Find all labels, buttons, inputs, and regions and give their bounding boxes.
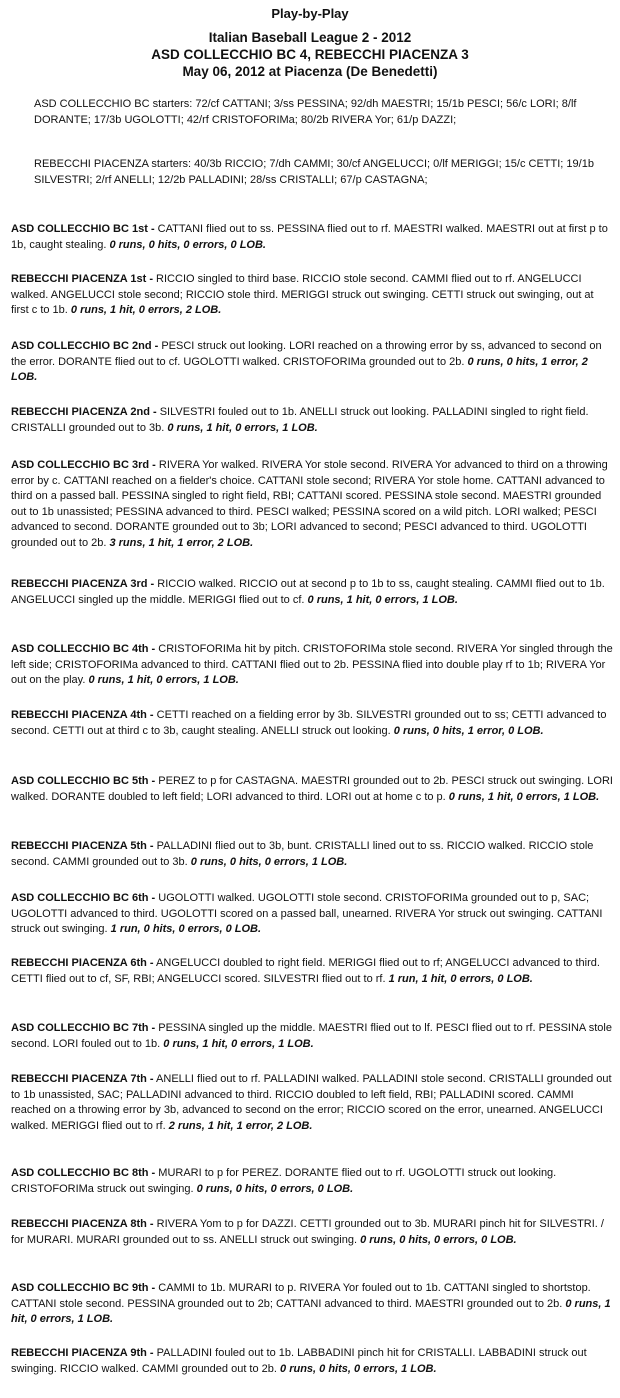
inning-piacenza-6th: [11, 956, 613, 987]
inning-plays: CATTANI flied out to ss. PESSINA flied out to rf. MAESTRI walked. MAESTRI out at first p to 1b, caught stealing.: [11, 223, 608, 251]
inning-collecchio-1st: [11, 222, 613, 253]
inning-title: ASD COLLECCHIO BC 6th -: [11, 892, 156, 904]
inning-summary: 0 runs, 1 hit, 0 errors, 1 LOB.: [448, 790, 600, 803]
inning-plays: RIVERA Yor walked. RIVERA Yor stole second. RIVERA Yor advanced to third on a throwing error by c. CATTANI reached on a fielder's choice. CATTANI stole second; RIVERA Yor stole home. CATTANI advanced to third on a passed ball. PESSINA singled to right field, RBI; CATTANI scored. PESSINA stole second. MAESTRI grounded out to 1b unassisted; PESSINA advanced to third. PESCI walked; PESSINA scored on a wild pitch. LORI walked; PESCI advanced to second. DORANTE grounded out to 3b; LORI advanced to second; PESCI advanced to third. UGOLOTTI grounded out to 2b.: [11, 459, 608, 549]
inning-piacenza-8th: [11, 1217, 613, 1248]
starters-piacenza: REBECCHI PIACENZA starters: 40/3b RICCIO; 7/dh CAMMI; 30/cf ANGELUCCI; 0/lf MERIGGI; 15/c CETTI; 19/1b SILVESTRI; 2/rf ANELLI; 12/2b PALLADINI; 28/ss CRISTALLI; 67/p CASTAGNA;: [34, 158, 594, 186]
inning-title: REBECCHI PIACENZA 4th -: [11, 709, 154, 721]
inning-title: ASD COLLECCHIO BC 8th -: [11, 1167, 156, 1179]
inning-title: ASD COLLECCHIO BC 2nd -: [11, 340, 159, 352]
inning-summary: 0 runs, 1 hit, 0 errors, 1 LOB.: [167, 421, 318, 434]
inning-summary: 0 runs, 0 hits, 1 error, 0 LOB.: [393, 724, 544, 737]
inning-collecchio-8th: [11, 1166, 613, 1197]
inning-plays: RIVERA Yom to p for DAZZI. CETTI grounded out to 3b. MURARI pinch hit for SILVESTRI. / for MURARI. MURARI grounded out to ss. ANELLI struck out swinging.: [11, 1218, 604, 1246]
game-score-title: ASD COLLECCHIO BC 4, REBECCHI PIACENZA 3: [151, 47, 469, 62]
inning-plays: UGOLOTTI walked. UGOLOTTI stole second. CRISTOFORIMa grounded out to p, SAC; UGOLOTTI advanced to third. UGOLOTTI scored on a passed ball, unearned. RIVERA Yor struck out swinging. CATTANI struck out swinging.: [11, 892, 603, 935]
inning-summary: 0 runs, 1 hit, 0 errors, 1 LOB.: [11, 1297, 611, 1325]
inning-collecchio-7th: [11, 1021, 613, 1052]
league-title: Italian Baseball League 2 - 2012: [208, 30, 412, 45]
inning-plays: PALLADINI flied out to 3b, bunt. CRISTALLI lined out to ss. RICCIO walked. RICCIO stole second. CAMMI grounded out to 3b.: [11, 840, 594, 868]
inning-plays: RICCIO singled to third base. RICCIO stole second. CAMMI flied out to rf. ANGELUCCI walked. ANGELUCCI stole second; RICCIO stole third. MERIGGI struck out swinging. CETTI struck out swinging, out at first c to 1b.: [11, 273, 594, 316]
inning-title: REBECCHI PIACENZA 3rd -: [11, 578, 155, 590]
inning-summary: 2 runs, 1 hit, 1 error, 2 LOB.: [168, 1119, 313, 1132]
document-heading: Play-by-Play: [271, 6, 349, 21]
inning-summary: 3 runs, 1 hit, 1 error, 2 LOB.: [109, 536, 254, 549]
inning-piacenza-4th: [11, 708, 613, 739]
inning-collecchio-5th: [11, 774, 613, 805]
inning-plays: PESCI struck out looking. LORI reached on a throwing error by ss, advanced to second on the error. DORANTE flied out to cf. UGOLOTTI walked. CRISTOFORIMa grounded out to 2b.: [11, 340, 602, 368]
inning-collecchio-2nd: [11, 339, 613, 386]
inning-summary: 1 run, 1 hit, 0 errors, 0 LOB.: [388, 972, 533, 985]
inning-collecchio-9th: [11, 1281, 613, 1328]
inning-plays: CRISTOFORIMa hit by pitch. CRISTOFORIMa stole second. RIVERA Yor singled through the left side; CRISTOFORIMa advanced to third. CATTANI flied out to 2b. PESSINA flied into double play rf to 1b; RIVERA Yor out on the play.: [11, 643, 613, 686]
inning-title: ASD COLLECCHIO BC 3rd -: [11, 459, 156, 471]
inning-title: ASD COLLECCHIO BC 1st -: [11, 223, 155, 235]
inning-title: REBECCHI PIACENZA 6th -: [11, 957, 154, 969]
inning-piacenza-7th: [11, 1072, 613, 1134]
inning-plays: RICCIO walked. RICCIO out at second p to 1b to ss, caught stealing. CAMMI flied out to 1b. ANGELUCCI singled up the middle. MERIGGI flied out to cf.: [11, 578, 605, 606]
inning-summary: 0 runs, 0 hits, 1 error, 2 LOB.: [11, 355, 588, 383]
inning-title: ASD COLLECCHIO BC 7th -: [11, 1022, 156, 1034]
inning-plays: ANGELUCCI doubled to right field. MERIGGI flied out to rf; ANGELUCCI advanced to third. CETTI flied out to cf, SF, RBI; ANGELUCCI scored. SILVESTRI flied out to rf.: [11, 957, 600, 985]
inning-title: REBECCHI PIACENZA 8th -: [11, 1218, 154, 1230]
inning-title: REBECCHI PIACENZA 7th -: [11, 1073, 154, 1085]
inning-piacenza-1st: [11, 272, 613, 319]
inning-plays: CAMMI to 1b. MURARI to p. RIVERA Yor fouled out to 1b. CATTANI singled to shortstop. CATTANI stole second. PESSINA grounded out to 2b; CATTANI advanced to third. MAESTRI grounded out to 2b.: [11, 1282, 591, 1310]
inning-collecchio-3rd: [11, 458, 613, 551]
inning-summary: 0 runs, 0 hits, 0 errors, 0 LOB.: [196, 1182, 354, 1195]
inning-title: REBECCHI PIACENZA 9th -: [11, 1347, 154, 1359]
inning-plays: PEREZ to p for CASTAGNA. MAESTRI grounded out to 2b. PESCI struck out swinging. LORI walked. DORANTE doubled to left field; LORI advanced to third. LORI out at home c to p.: [11, 775, 613, 803]
inning-piacenza-2nd: [11, 405, 613, 436]
inning-summary: 0 runs, 0 hits, 0 errors, 1 LOB.: [190, 855, 348, 868]
inning-summary: 0 runs, 0 hits, 0 errors, 1 LOB.: [280, 1362, 437, 1375]
inning-piacenza-3rd: [11, 577, 613, 608]
inning-collecchio-6th: [11, 891, 613, 938]
inning-plays: SILVESTRI fouled out to 1b. ANELLI struck out looking. PALLADINI singled to right field. CRISTALLI grounded out to 3b.: [11, 406, 589, 434]
inning-title: REBECCHI PIACENZA 5th -: [11, 840, 154, 852]
inning-collecchio-4th: [11, 642, 613, 689]
inning-summary: 0 runs, 1 hit, 0 errors, 1 LOB.: [88, 674, 239, 686]
inning-summary: 0 runs, 1 hit, 0 errors, 1 LOB.: [307, 593, 458, 606]
inning-plays: CETTI reached on a fielding error by 3b. SILVESTRI grounded out to ss; CETTI advanced to second. CETTI out at third c to 3b, caught stealing. ANELLI struck out looking.: [11, 709, 607, 737]
inning-title: REBECCHI PIACENZA 2nd -: [11, 406, 157, 418]
starters-collecchio: ASD COLLECCHIO BC starters: 72/cf CATTANI; 3/ss PESSINA; 92/dh MAESTRI; 15/1b PESCI; 56/c LORI; 8/lf DORANTE; 17/3b UGOLOTTI; 42/rf CRISTOFORIMa; 80/2b RIVERA Yor; 61/p DAZZI;: [34, 98, 577, 126]
inning-summary: 0 runs, 1 hit, 0 errors, 1 LOB.: [163, 1037, 314, 1050]
inning-plays: MURARI to p for PEREZ. DORANTE flied out to rf. UGOLOTTI struck out looking. CRISTOFORIMa struck out swinging.: [11, 1167, 557, 1195]
inning-summary: 1 run, 0 hits, 0 errors, 0 LOB.: [110, 923, 262, 935]
inning-summary: 0 runs, 1 hit, 0 errors, 2 LOB.: [70, 304, 222, 316]
inning-title: REBECCHI PIACENZA 1st -: [11, 273, 153, 285]
inning-plays: ANELLI flied out to rf. PALLADINI walked. PALLADINI stole second. CRISTALLI grounded out to 1b unassisted, SAC; PALLADINI advanced to third. RICCIO doubled to left field, RBI; PALLADINI scored. CAMMI reached on a throwing error by 3b, advanced to second on the error; RICCIO scored on the error, unearned. ANGELUCCI walked. MERIGGI flied out to rf.: [11, 1073, 612, 1132]
inning-title: ASD COLLECCHIO BC 5th -: [11, 775, 156, 787]
inning-summary: 0 runs, 0 hits, 0 errors, 0 LOB.: [360, 1233, 517, 1246]
inning-plays: PESSINA singled up the middle. MAESTRI flied out to lf. PESCI flied out to rf. PESSINA stole second. LORI fouled out to 1b.: [11, 1022, 612, 1050]
inning-plays: PALLADINI fouled out to 1b. LABBADINI pinch hit for CRISTALLI. LABBADINI struck out swinging. RICCIO walked. CAMMI grounded out to 2b.: [11, 1347, 587, 1375]
inning-piacenza-9th: [11, 1346, 613, 1377]
inning-piacenza-5th: [11, 839, 613, 870]
inning-summary: 0 runs, 0 hits, 0 errors, 0 LOB.: [109, 238, 266, 251]
game-date-location: May 06, 2012 at Piacenza (De Benedetti): [182, 64, 438, 79]
inning-title: ASD COLLECCHIO BC 4th -: [11, 643, 156, 655]
inning-title: ASD COLLECCHIO BC 9th -: [11, 1282, 156, 1294]
